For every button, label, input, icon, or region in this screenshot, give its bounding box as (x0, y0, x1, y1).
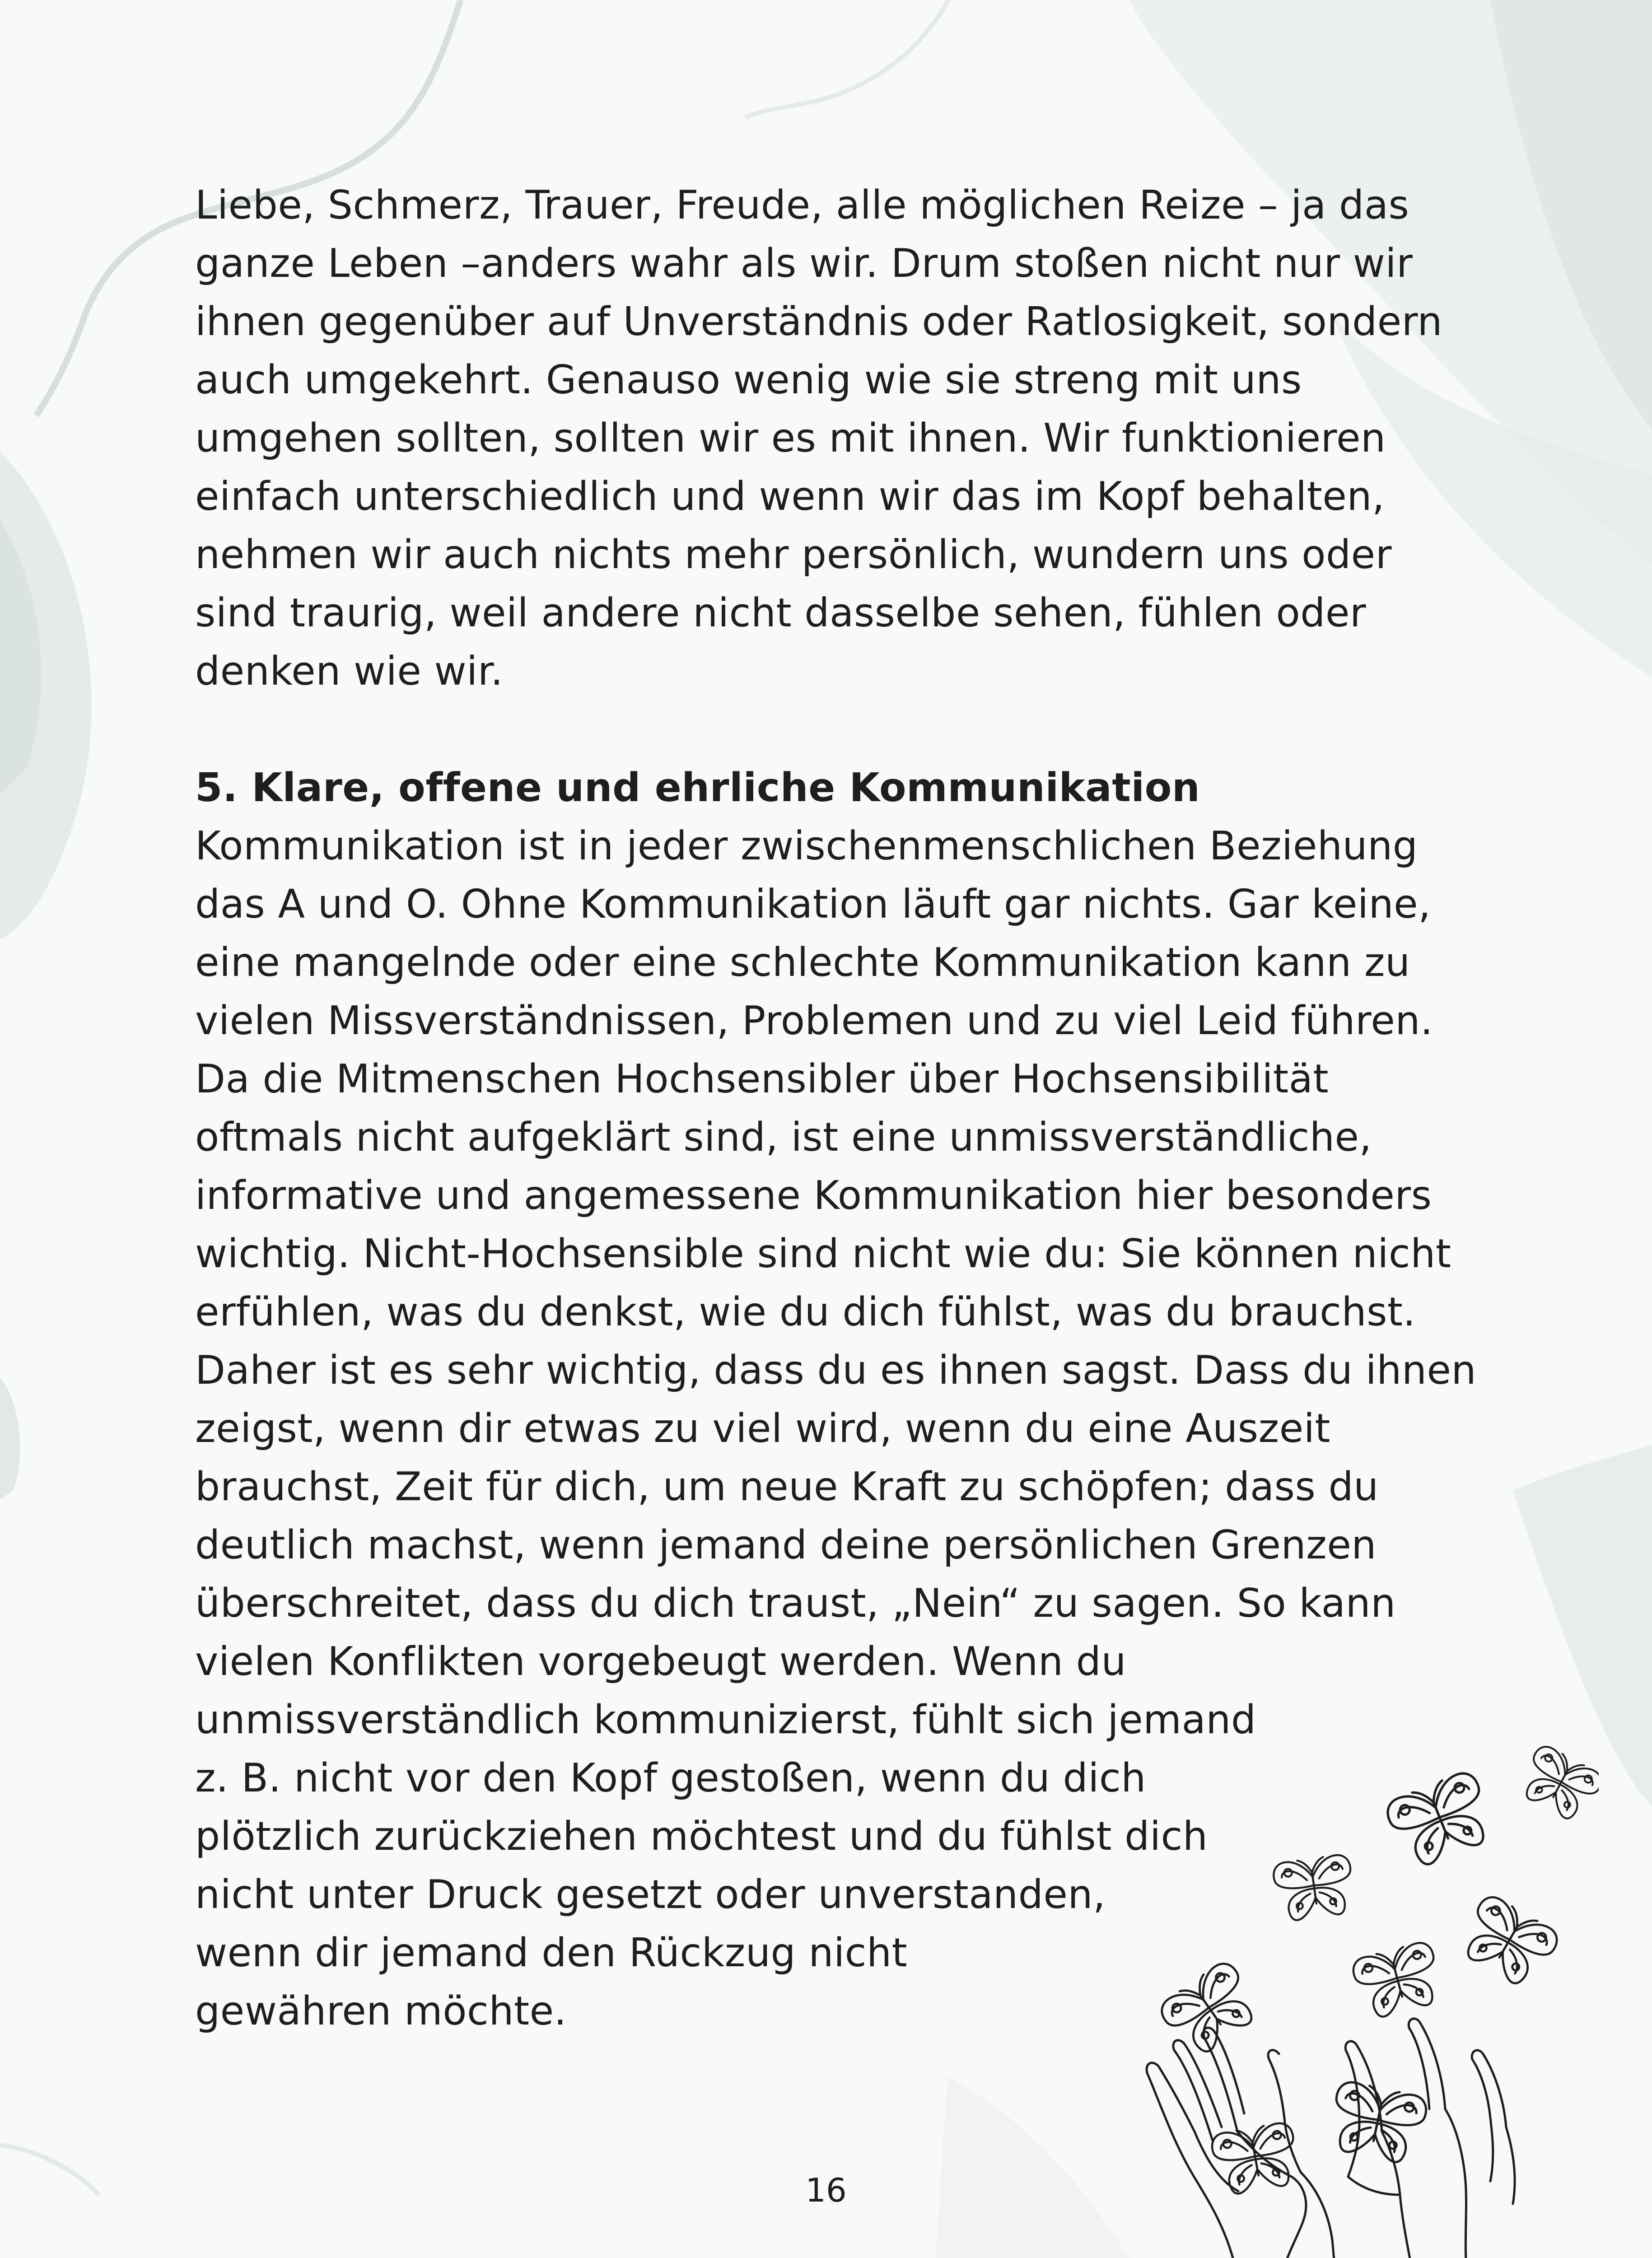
text-line: denken wie wir. (195, 648, 504, 694)
paragraph-gap (195, 700, 1496, 759)
hands-icon (1147, 2019, 1515, 2258)
butterfly-icon (1350, 1940, 1445, 2021)
text-line: nicht unter Druck gesetzt oder unverstanden, (195, 1871, 1106, 1917)
text-line: brauchst, Zeit für dich, um neue Kraft zu schöpfen; dass du (195, 1464, 1379, 1510)
butterfly-icon (1455, 1892, 1562, 1992)
text-line: das A und O. Ohne Kommunikation läuft gar nichts. Gar keine, (195, 881, 1431, 927)
text-line: oftmals nicht aufgeklärt sind, ist eine unmissverständliche, (195, 1114, 1372, 1160)
text-line: vielen Missverständnissen, Problemen und zu viel Leid führen. (195, 998, 1433, 1044)
text-line: wenn dir jemand den Rückzug nicht (195, 1930, 908, 1976)
paragraph-continued (195, 176, 1496, 700)
text-line: sind traurig, weil andere nicht dasselbe sehen, fühlen oder (195, 590, 1367, 636)
text-line: Liebe, Schmerz, Trauer, Freude, alle möglichen Reize – ja das (195, 182, 1409, 228)
text-line: nehmen wir auch nichts mehr persönlich, wundern uns oder (195, 532, 1392, 578)
butterfly-icon (1272, 1853, 1357, 1922)
text-line: wichtig. Nicht-Hochsensible sind nicht wie du: Sie können nicht (195, 1231, 1451, 1277)
butterfly-icon (1515, 1743, 1599, 1826)
butterfly-icon (1383, 1769, 1498, 1872)
text-line: umgehen sollten, sollten wir es mit ihnen. Wir funktionieren (195, 415, 1386, 461)
text-line: überschreitet, dass du dich traust, „Nein“ zu sagen. So kann (195, 1580, 1396, 1626)
page-number: 16 (805, 2171, 847, 2209)
text-line: deutlich machst, wenn jemand deine persönlichen Grenzen (195, 1522, 1377, 1568)
section-heading: 5. Klare, offene und ehrliche Kommunikation (195, 765, 1200, 811)
text-line: erfühlen, was du denkst, wie du dich fühlst, was du brauchst. (195, 1289, 1416, 1335)
text-line: einfach unterschiedlich und wenn wir das im Kopf behalten, (195, 473, 1385, 519)
text-line: gewähren möchte. (195, 1988, 567, 2034)
text-line: Daher ist es sehr wichtig, dass du es ihnen sagst. Dass du ihnen (195, 1347, 1477, 1393)
text-line: Kommunikation ist in jeder zwischenmenschlichen Beziehung (195, 823, 1418, 869)
text-line: eine mangelnde oder eine schlechte Kommunikation kann zu (195, 939, 1410, 985)
text-line: ganze Leben –anders wahr als wir. Drum stoßen nicht nur wir (195, 240, 1413, 286)
text-line: informative und angemessene Kommunikation hier besonders (195, 1172, 1432, 1218)
text-line: z. B. nicht vor den Kopf gestoßen, wenn du dich (195, 1755, 1146, 1801)
text-line: vielen Konflikten vorgebeugt werden. Wenn du (195, 1638, 1126, 1684)
text-line: unmissverständlich kommunizierst, fühlt sich jemand (195, 1697, 1256, 1743)
text-line: ihnen gegenüber auf Unverständnis oder Ratlosigkeit, sondern (195, 299, 1443, 345)
text-line: auch umgekehrt. Genauso wenig wie sie streng mit uns (195, 357, 1302, 403)
text-line: Da die Mitmenschen Hochsensibler über Hochsensibilität (195, 1056, 1329, 1102)
text-line: plötzlich zurückziehen möchtest und du fühlst dich (195, 1813, 1208, 1859)
butterfly-icon (1326, 2080, 1429, 2166)
text-line: zeigst, wenn dir etwas zu viel wird, wenn du eine Auszeit (195, 1405, 1331, 1451)
